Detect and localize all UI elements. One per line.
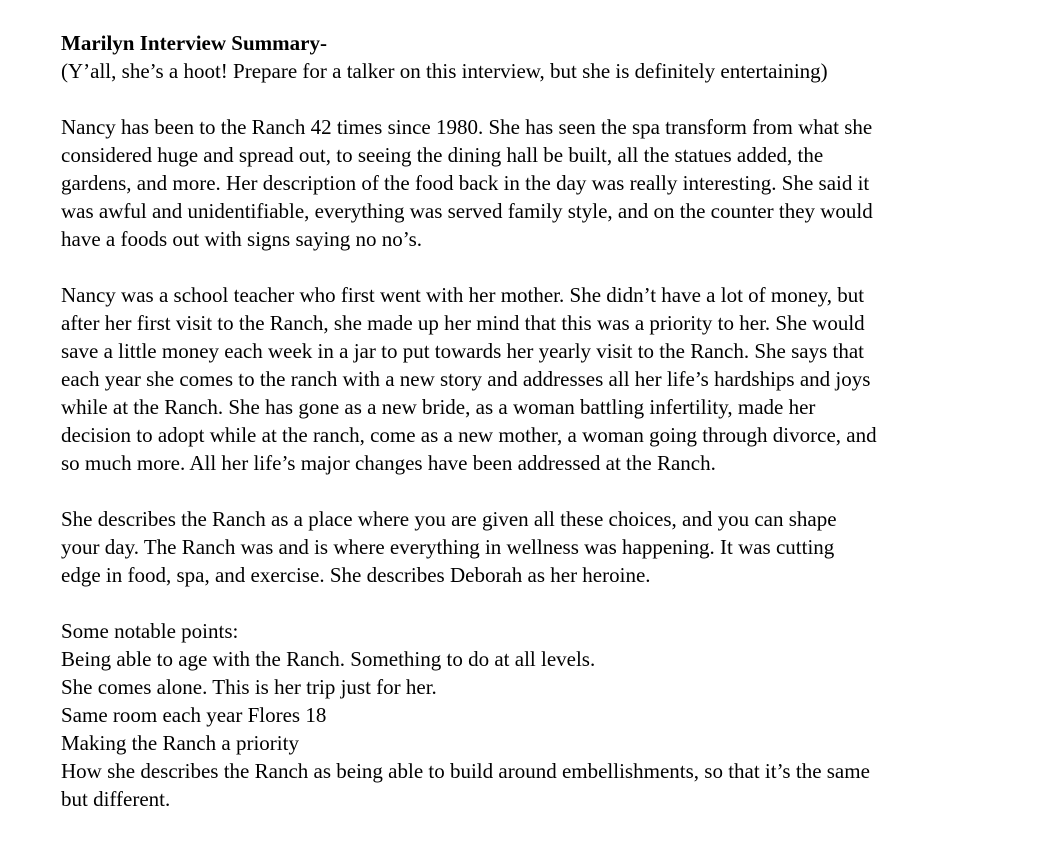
notable-item: Same room each year Flores 18 [61,703,327,727]
paragraph-line: Nancy has been to the Ranch 42 times since 1980. She has seen the spa transform from what she [61,115,873,139]
paragraph-line: decision to adopt while at the ranch, come as a new mother, a woman going through divorce, and [61,423,877,447]
paragraph-line: your day. The Ranch was and is where everything in wellness was happening. It was cutting [61,535,835,559]
paragraph-line: was awful and unidentifiable, everything was served family style, and on the counter they would [61,199,873,223]
paragraph-line: edge in food, spa, and exercise. She describes Deborah as her heroine. [61,563,651,587]
notable-item: Making the Ranch a priority [61,731,299,755]
document-page [61,29,1001,813]
spacer [61,85,1001,113]
notable-heading: Some notable points: [61,619,239,643]
notable-item: She comes alone. This is her trip just for her. [61,675,437,699]
paragraph-line: considered huge and spread out, to seeing the dining hall be built, all the statues added, the [61,143,824,167]
paragraph-line: have a foods out with signs saying no no’s. [61,227,423,251]
paragraph-line: while at the Ranch. She has gone as a new bride, as a woman battling infertility, made her [61,395,816,419]
notable-item: Being able to age with the Ranch. Something to do at all levels. [61,647,596,671]
paragraph-1 [61,113,1001,253]
paragraph-2 [61,281,1001,477]
paragraph-line: so much more. All her life’s major changes have been addressed at the Ranch. [61,451,716,475]
paragraph-line: Nancy was a school teacher who first went with her mother. She didn’t have a lot of money, but [61,283,865,307]
notable-points [61,617,1001,813]
paragraph-line: after her first visit to the Ranch, she made up her mind that this was a priority to her. She would [61,311,865,335]
notable-item-continued: but different. [61,787,171,811]
document-title: Marilyn Interview Summary- [61,31,327,55]
paragraph-line: each year she comes to the ranch with a new story and addresses all her life’s hardships and joys [61,367,871,391]
notable-item: How she describes the Ranch as being able to build around embellishments, so that it’s the same [61,759,870,783]
document-subtitle: (Y’all, she’s a hoot! Prepare for a talker on this interview, but she is definitely entertaining) [61,59,828,83]
paragraph-line: She describes the Ranch as a place where you are given all these choices, and you can shape [61,507,837,531]
paragraph-line: gardens, and more. Her description of the food back in the day was really interesting. She said it [61,171,870,195]
paragraph-line: save a little money each week in a jar to put towards her yearly visit to the Ranch. She says that [61,339,865,363]
paragraph-3 [61,505,1001,589]
